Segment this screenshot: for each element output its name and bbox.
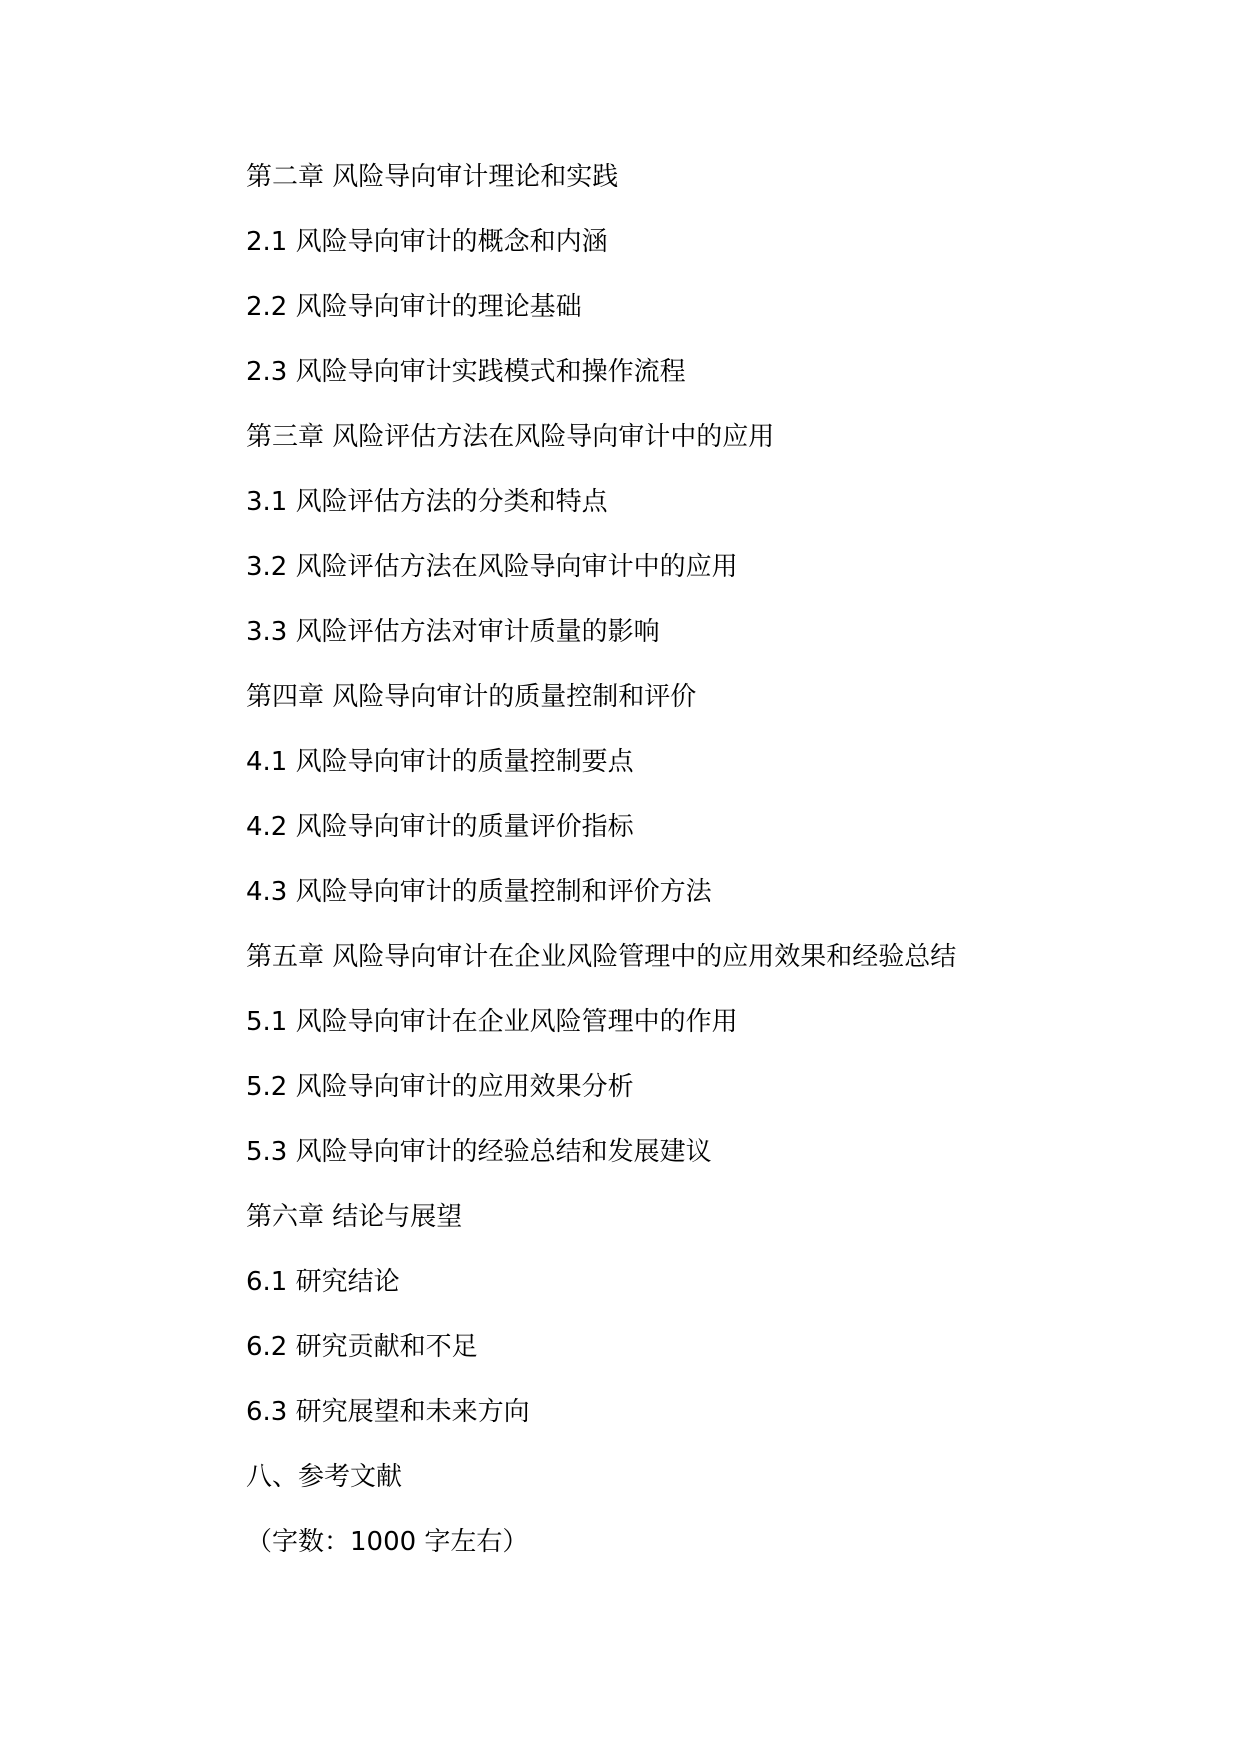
section-4-2: 4.2 风险导向审计的质量评价指标	[246, 812, 634, 842]
word-count-note: （字数：1000 字左右）	[246, 1527, 529, 1557]
section-2-2: 2.2 风险导向审计的理论基础	[246, 292, 582, 322]
section-5-3: 5.3 风险导向审计的经验总结和发展建议	[246, 1137, 712, 1167]
section-3-1: 3.1 风险评估方法的分类和特点	[246, 487, 608, 517]
references-heading: 八、参考文献	[246, 1462, 403, 1492]
section-2-1: 2.1 风险导向审计的概念和内涵	[246, 227, 608, 257]
section-2-3: 2.3 风险导向审计实践模式和操作流程	[246, 357, 686, 387]
section-5-2: 5.2 风险导向审计的应用效果分析	[246, 1072, 634, 1102]
section-4-1: 4.1 风险导向审计的质量控制要点	[246, 747, 634, 777]
section-6-1: 6.1 研究结论	[246, 1267, 400, 1297]
section-3-3: 3.3 风险评估方法对审计质量的影响	[246, 617, 660, 647]
chapter-3-heading: 第三章 风险评估方法在风险导向审计中的应用	[246, 422, 775, 452]
section-3-2: 3.2 风险评估方法在风险导向审计中的应用	[246, 552, 738, 582]
chapter-6-heading: 第六章 结论与展望	[246, 1202, 463, 1232]
section-6-2: 6.2 研究贡献和不足	[246, 1332, 478, 1362]
chapter-2-heading: 第二章 风险导向审计理论和实践	[246, 162, 619, 192]
section-4-3: 4.3 风险导向审计的质量控制和评价方法	[246, 877, 712, 907]
chapter-4-heading: 第四章 风险导向审计的质量控制和评价	[246, 682, 697, 712]
section-5-1: 5.1 风险导向审计在企业风险管理中的作用	[246, 1007, 738, 1037]
chapter-5-heading: 第五章 风险导向审计在企业风险管理中的应用效果和经验总结	[246, 942, 957, 972]
section-6-3: 6.3 研究展望和未来方向	[246, 1397, 530, 1427]
